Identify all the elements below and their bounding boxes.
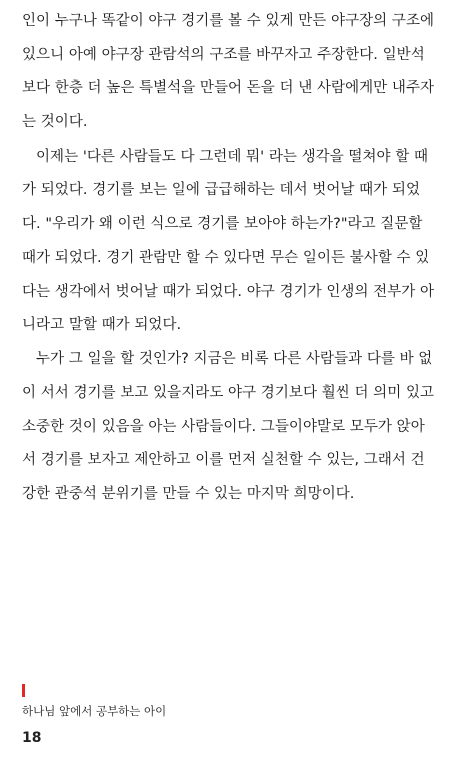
text-line: 누가 그 일을 할 것인가? 지금은 비록 다른 사람들과 다를 바 없 — [36, 351, 433, 367]
text-line: 보다 한층 더 높은 특별석을 만들어 돈을 더 낸 사람에게만 내주자 — [22, 80, 435, 96]
text-line: 있으니 아예 야구장 관람석의 구조를 바꾸자고 주장한다. 일반석 — [22, 47, 425, 63]
text-line: 이제는 '다른 사람들도 다 그런데 뭐' 라는 생각을 떨쳐야 할 때 — [36, 149, 429, 165]
running-footer-title: 하나님 앞에서 공부하는 아이 — [22, 704, 167, 718]
text-line: 때가 되었다. 경기 관람만 할 수 있다면 무슨 일이든 불사할 수 있 — [22, 250, 430, 266]
page-number: 18 — [22, 730, 42, 746]
footer-accent-mark — [22, 684, 25, 697]
text-line: 서 경기를 보자고 제안하고 이를 먼저 실천할 수 있는, 그래서 건 — [22, 452, 425, 468]
text-line: 인이 누구나 똑같이 야구 경기를 볼 수 있게 만든 야구장의 구조에 — [22, 13, 435, 29]
text-line: 강한 관중석 분위기를 만들 수 있는 마지막 희망이다. — [22, 486, 355, 502]
text-line: 니라고 말할 때가 되었다. — [22, 317, 182, 333]
text-line: 가 되었다. 경기를 보는 일에 급급해하는 데서 벗어날 때가 되었 — [22, 182, 421, 198]
text-line: 다. "우리가 왜 이런 식으로 경기를 보아야 하는가?"라고 질문할 — [22, 216, 423, 232]
text-line: 이 서서 경기를 보고 있을지라도 야구 경기보다 훨씬 더 의미 있고 — [22, 385, 435, 401]
text-line: 는 것이다. — [22, 114, 88, 130]
text-line: 다는 생각에서 벗어날 때가 되었다. 야구 경기가 인생의 전부가 아 — [22, 284, 435, 300]
text-line: 소중한 것이 있음을 아는 사람들이다. 그들이야말로 모두가 앉아 — [22, 419, 425, 435]
